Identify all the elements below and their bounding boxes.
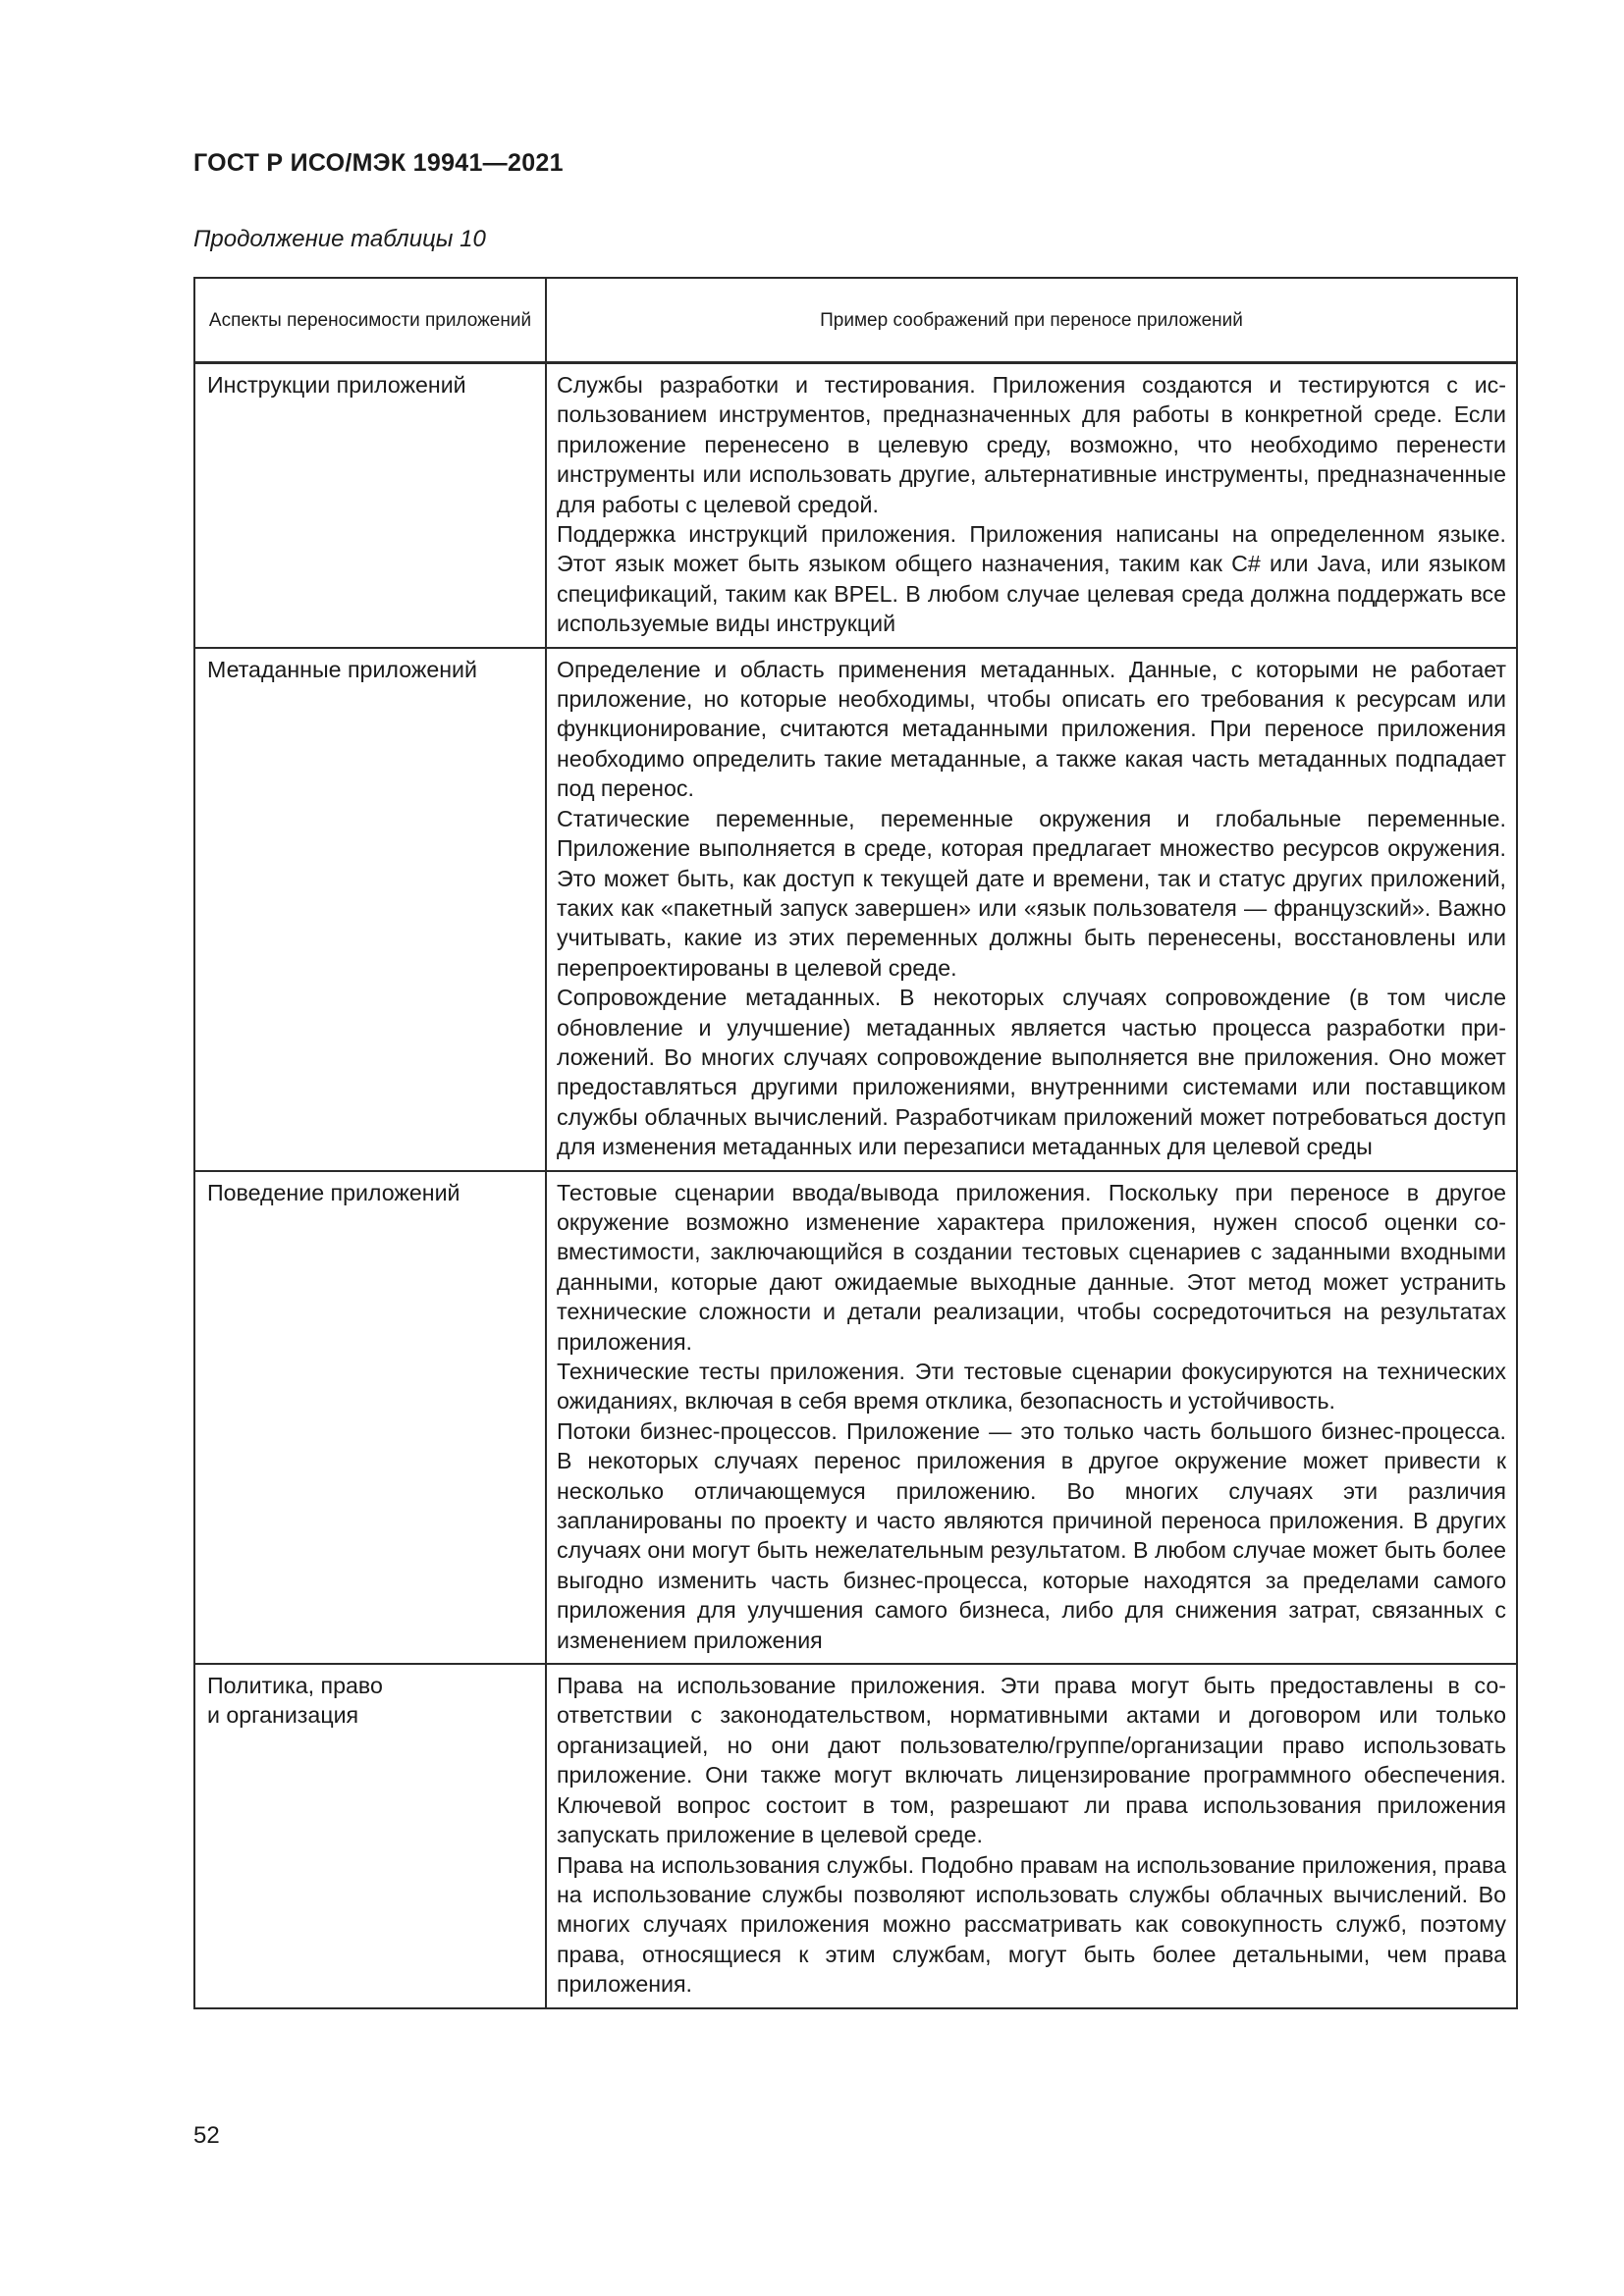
description-cell bbox=[546, 363, 1517, 648]
aspect-cell: Инструкции приложений bbox=[194, 363, 546, 648]
column-header-aspect: Аспекты переносимости приложений bbox=[194, 278, 546, 363]
description-cell bbox=[546, 648, 1517, 1171]
description-paragraph: Службы разработки и тестирования. Приложения создаются и тестируются с использованием инструментов, предназначенных для работы в конкретной среде. Если приложение перенесено в целевую среду, возможно, что необходимо перенести инструменты или использовать другие, альтернативные инструменты, предназначенные для работы с целевой средой. bbox=[557, 372, 1506, 517]
description-paragraph: Поддержка инструкций приложения. Приложения написаны на определенном языке. Этот язык может быть языком общего назначения, таким как C# или Java, или языком спецификаций, таким как BPEL. В любом случае целевая среда должна поддержать все используемые виды инструкций bbox=[557, 521, 1506, 637]
table-row bbox=[194, 1171, 1517, 1665]
description-paragraph: Тестовые сценарии ввода/вывода приложения. Поскольку при переносе в другое окружение возможно изменение характера приложения, нужен способ оценки совместимости, заключающийся в создании тестовых сценариев с заданными входными данными, которые дают ожидаемые выходные данные. Этот метод может устранить технические сложности и детали реализации, чтобы сосредоточиться на результатах приложения. bbox=[557, 1179, 1506, 1355]
aspect-cell: Метаданные приложений bbox=[194, 648, 546, 1171]
table-header-row bbox=[194, 278, 1517, 363]
description-paragraph: Права на использование приложения. Эти права могут быть предоставлены в соответствии с законодательством, нормативными актами и договором или только организацией, но они дают пользователю/группе/организации право использовать приложение. Они также могут включать лицензирование программного обеспечения. Ключевой вопрос состоит в том, разрешают ли права использования приложения запускать приложение в целевой среде. bbox=[557, 1673, 1506, 1848]
aspect-cell: Политика, право и организация bbox=[194, 1664, 546, 2007]
description-paragraph: Определение и область применения метаданных. Данные, с которыми не работает приложение, но которые необходимы, чтобы описать его требования к ресурсам или функционирование, считаются метаданными приложения. При переносе приложения необходимо определить такие метаданные, а также какая часть метаданных подпадает под перенос. bbox=[557, 656, 1506, 802]
table-caption: Продолжение таблицы 10 bbox=[193, 226, 486, 252]
description-cell bbox=[546, 1664, 1517, 2007]
description-paragraph: Права на использования службы. Подобно правам на использование приложения, права на использование службы позволяют использовать службы облачных вычислений. Во многих случаях приложения можно рассматривать как совокупность служб, поэтому права, относящиеся к этим службам, могут быть более детальными, чем права приложения. bbox=[557, 1851, 1506, 1998]
table-row bbox=[194, 648, 1517, 1171]
document-standard-header: ГОСТ Р ИСО/МЭК 19941—2021 bbox=[193, 149, 564, 177]
description-cell bbox=[546, 1171, 1517, 1665]
description-paragraph: Потоки бизнес-процессов. Приложение — это только часть большого бизнес-процесса. В некоторых случаях перенос приложения в другое окружение может привести к несколько отличающемуся приложению. Во многих случаях эти различия запланированы по проекту и часто являются причиной переноса приложения. В других случаях они могут быть нежелательным результатом. В любом случае может быть более выгодно изменить часть бизнес-процесса, которые находятся за пределами самого приложения для улучшения самого бизнеса, либо для снижения затрат, связанных с изменением приложения bbox=[557, 1417, 1506, 1653]
aspect-cell: Поведение приложений bbox=[194, 1171, 546, 1665]
description-paragraph: Технические тесты приложения. Эти тестовые сценарии фокусируются на технических ожиданиях, включая в себя время отклика, безопасность и устойчивость. bbox=[557, 1359, 1506, 1415]
column-header-example: Пример соображений при переносе приложений bbox=[546, 278, 1517, 363]
table-row bbox=[194, 363, 1517, 648]
page-number: 52 bbox=[193, 2122, 220, 2149]
description-paragraph: Статические переменные, переменные окружения и глобальные переменные. Приложение выполняется в среде, которая предлагает множество ресурсов окружения. Это может быть, как доступ к текущей дате и времени, так и статус других приложений, таких как «пакетный запуск завершен» или «язык пользователя — французский». Важно учитывать, какие из этих переменных должны быть перенесены, восстановлены или перепроектированы в целевой среде. bbox=[557, 805, 1506, 981]
portability-table bbox=[193, 277, 1518, 2009]
table-row bbox=[194, 1664, 1517, 2007]
description-paragraph: Сопровождение метаданных. В некоторых случаях сопровождение (в том числе обновление и улучшение) метаданных является частью процесса разработки приложений. Во многих случаях сопровождение выполняется вне приложения. Оно может предоставляться другими приложениями, внутренними системами или поставщиком службы облачных вычислений. Разработчикам приложений может потребоваться доступ для изменения метаданных или перезаписи метаданных для целевой среды bbox=[557, 985, 1506, 1160]
